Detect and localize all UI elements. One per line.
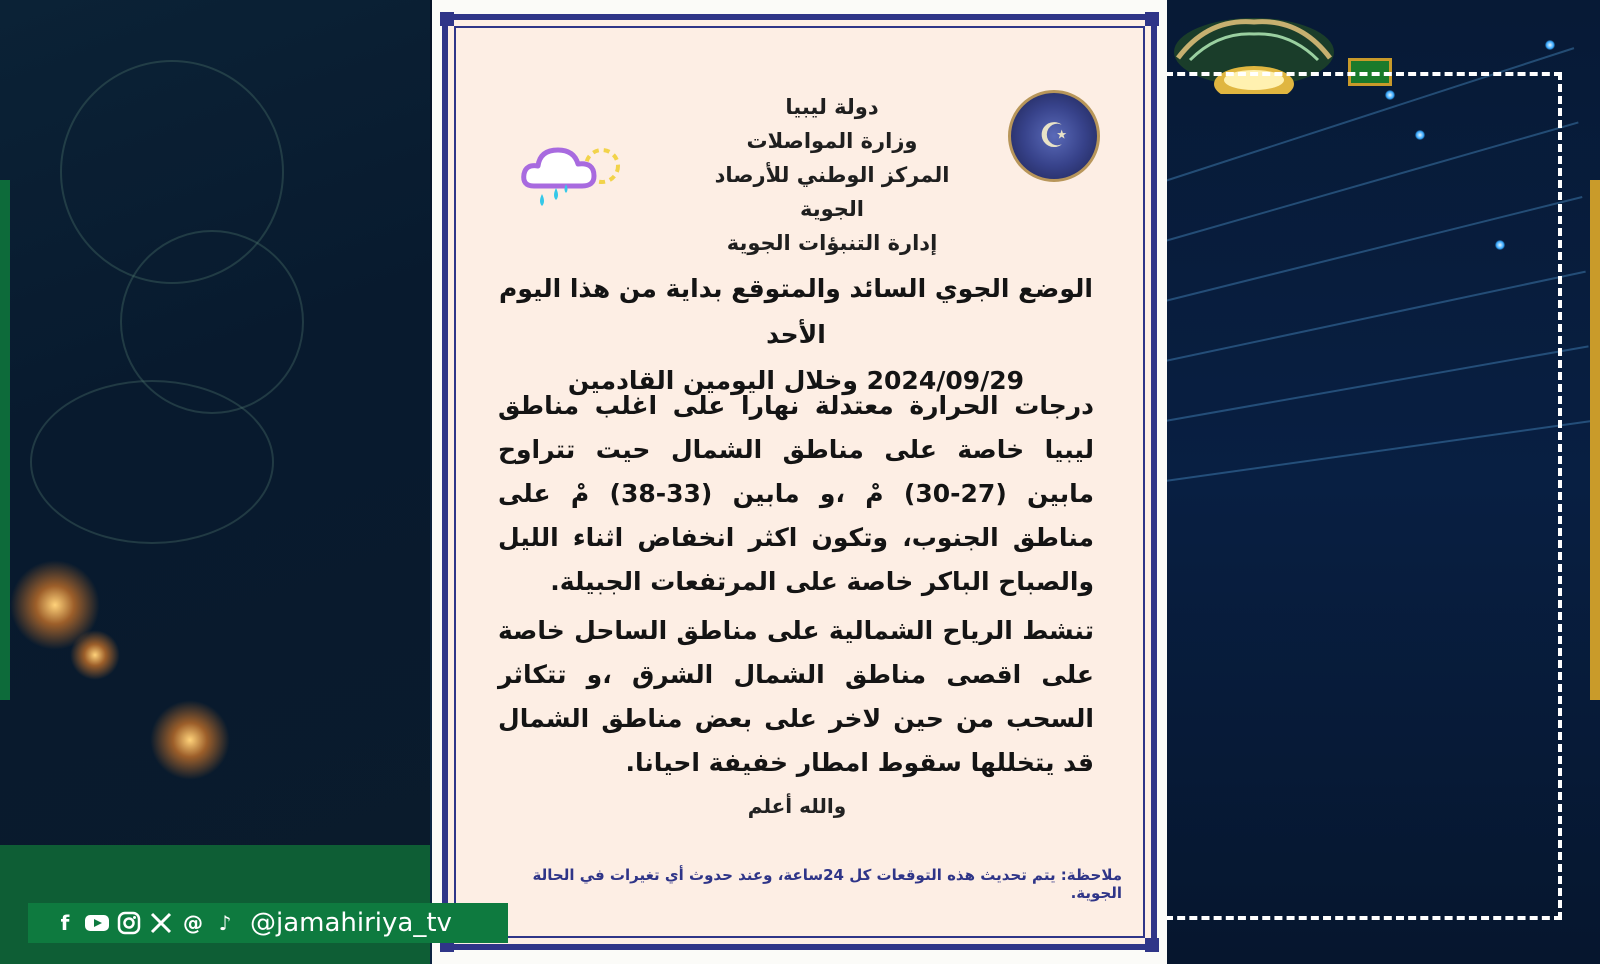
light-flare [150, 700, 230, 780]
header-line-center: المركز الوطني للأرصاد الجوية [714, 163, 950, 221]
header-line-ministry: وزارة المواصلات [746, 129, 918, 153]
weather-bulletin-document [432, 0, 1167, 964]
spark [1545, 40, 1555, 50]
social-media-bar [28, 903, 508, 943]
temperature-paragraph: درجات الحرارة معتدلة نهارا على اغلب مناطق ليبيا خاصة على مناطق الشمال حيت تتراوح مابين (27-30) مْ ،و مابين (33-38) مْ على مناطق الجنوب، وتكون اكثر انخفاض اثناء الليل والصباح الباكر خاصة على المرتفعات الجبيلة. [498, 391, 1095, 596]
dashed-frame [1165, 72, 1562, 920]
wind-clouds-paragraph: تنشط الرياح الشمالية على مناطق الساحل خاصة على اقصى مناطق الشمال الشرق ،و تتكاثر السحب من حين لاخر على بعض مناطق الشمال قد يتخللها سقوط امطار خفيفة احيانا. [498, 616, 1094, 777]
tiktok-icon[interactable]: ♪ [218, 911, 232, 935]
issuer-header [692, 90, 972, 260]
right-gold-strip [1590, 180, 1600, 700]
channel-handle[interactable]: @jamahiriya_tv [250, 908, 452, 938]
header-line-department: إدارة التنبؤات الجوية [726, 231, 938, 255]
instagram-icon[interactable] [116, 910, 142, 936]
update-note: ملاحظة: يتم تحديث هذه التوقعات كل 24ساعة، وعند حدوث أي تغيرات في الحالة الجوية. [532, 866, 1122, 902]
facebook-icon[interactable]: f [60, 911, 70, 935]
threads-icon[interactable]: @ [183, 911, 203, 935]
header-line-state: دولة ليبيا [785, 95, 879, 119]
closing-phrase: والله أعلم [747, 794, 847, 818]
left-green-strip [0, 180, 10, 700]
title-line-1: الوضع الجوي السائد والمتوقع بداية من هذا اليوم الأحد [499, 274, 1093, 349]
title-line-2: 2024/09/29 وخلال اليومين القادمين [567, 366, 1025, 395]
light-flare [70, 630, 120, 680]
cloud-rain-sun-icon [514, 128, 634, 218]
youtube-icon[interactable] [84, 910, 110, 936]
meteorology-seal-logo: ☪ [1008, 90, 1100, 182]
background-left-decor [0, 0, 430, 964]
swirl-ornament [30, 380, 274, 544]
x-icon[interactable] [148, 910, 174, 936]
